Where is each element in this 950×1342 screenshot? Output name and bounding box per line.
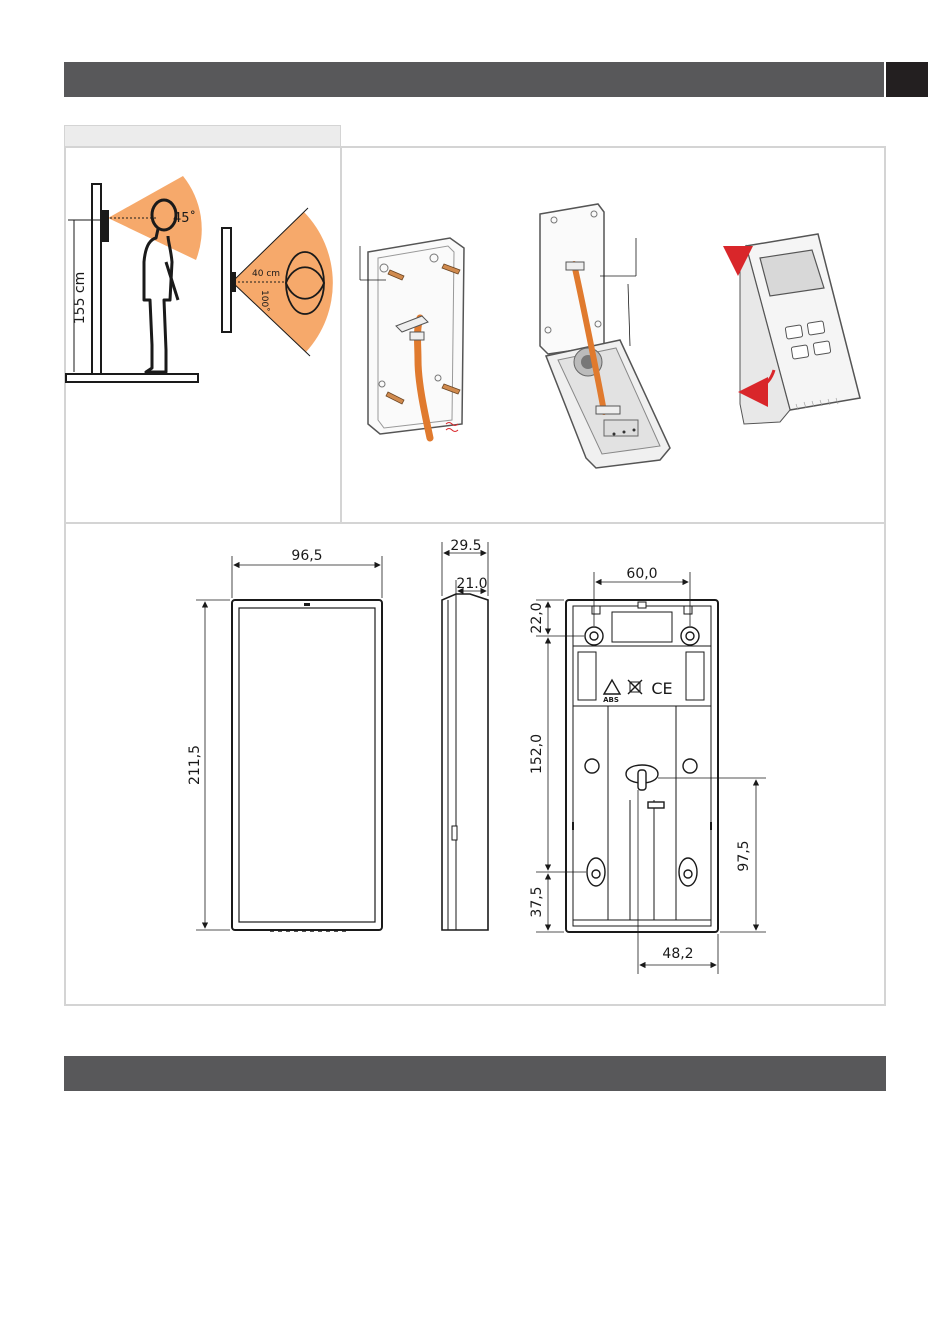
back-view [536, 572, 766, 974]
back-hole-spacing-label: 60,0 [626, 566, 658, 582]
vertical-angle-diagram [66, 176, 202, 382]
horizontal-angle-label: 100˚ [259, 290, 269, 312]
front-view [196, 556, 382, 931]
step-3-close-device [738, 234, 860, 424]
back-center-offset-label: 48,2 [662, 946, 694, 962]
front-height-label: 211,5 [187, 744, 203, 786]
side-depth-body-label: 21.0 [456, 576, 488, 592]
distance-label: 40 cm [252, 269, 281, 279]
side-depth-total-label: 29.5 [450, 538, 482, 554]
ce-mark: CE [651, 679, 673, 698]
horizontal-angle-diagram [222, 208, 333, 356]
step-1-backplate [360, 238, 464, 438]
back-bottom-offset-label: 37,5 [529, 886, 545, 918]
step-2-connect-cable [540, 204, 670, 468]
vertical-angle-label: 45˚ [172, 211, 196, 226]
front-width-label: 96,5 [291, 548, 323, 564]
back-top-offset-label: 22,0 [529, 602, 545, 634]
back-vertical-spacing-label: 152,0 [529, 733, 545, 775]
mounting-height-label: 155 cm [72, 271, 88, 325]
back-center-height-label: 97,5 [736, 840, 752, 872]
material-mark: ABS [603, 696, 619, 704]
side-view [442, 542, 488, 930]
